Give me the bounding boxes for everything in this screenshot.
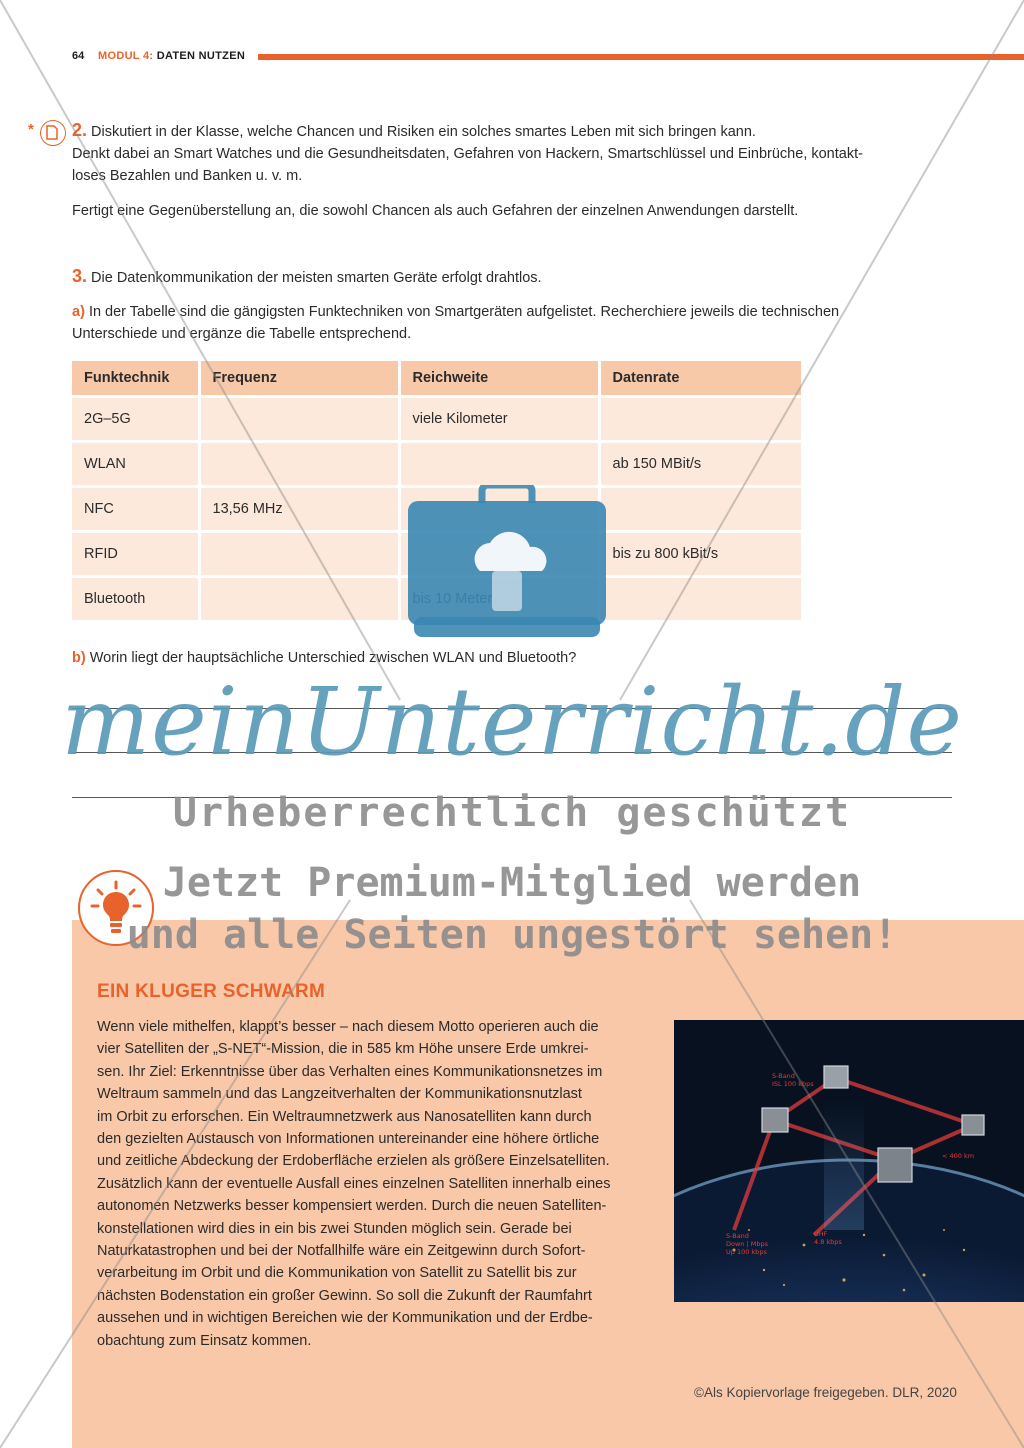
table-header-row (72, 361, 801, 397)
image-label: UHF (814, 1230, 828, 1238)
task3b-row (72, 647, 972, 669)
infobox-line: Naturkatastrophen und bei der Notfallhilfe wäre ein Zeitgewinn durch Sofort- (97, 1243, 586, 1260)
table-cell: Bluetooth (72, 577, 199, 621)
infobox-line: vier Satelliten der „S-NET“-Mission, die in 585 km Höhe unsere Erde umkrei- (97, 1041, 589, 1058)
col-header-reichweite: Reichweite (399, 361, 599, 397)
star-marker: * (28, 121, 34, 138)
table-cell[interactable] (199, 442, 399, 487)
table-cell: bis zu 800 kBit/s (599, 532, 801, 577)
watermark-logo: meinUnterricht.de (60, 668, 964, 777)
infobox-title: EIN KLUGER SCHWARM (97, 981, 326, 1002)
header-bar (258, 54, 1024, 60)
table-cell[interactable] (599, 577, 801, 621)
copyright: ©Als Kopiervorlage freigegeben. DLR, 2020 (694, 1385, 957, 1400)
watermark-line3: und alle Seiten ungestört sehen! (126, 912, 898, 958)
task3a-line1: In der Tabelle sind die gängigsten Funktechniken von Smartgeräten aufgelistet. Recherchiere jeweils die technischen (88, 304, 840, 320)
watermark-line1: Urheberrechtlich geschützt (172, 790, 852, 836)
image-label: ISL 100 kbps (772, 1080, 814, 1088)
table-cell[interactable] (599, 397, 801, 442)
infobox-line: konstellationen wird dies in ein bis zwei Stunden möglich sein. Gerade bei (97, 1220, 572, 1237)
infobox-line: Zusätzlich kann der eventuelle Ausfall eines einzelnen Satelliten innerhalb eines (97, 1175, 611, 1192)
infobox-line: Wenn viele mithelfen, klappt’s besser – nach diesem Motto operieren auch die (97, 1019, 599, 1035)
table-cell[interactable] (599, 487, 801, 532)
image-label: S-Band (772, 1072, 795, 1080)
infobox-line: den gezielten Austausch von Informationen untereinander eine höhere örtliche (97, 1131, 600, 1148)
table-cell[interactable] (199, 397, 399, 442)
briefcase-icon (408, 485, 606, 648)
image-label: < 400 km (942, 1152, 975, 1160)
task3a-label: a) (72, 304, 85, 320)
infobox-line: Weltraum sammeln und das Langzeitverhalten der Kommunikationsnutzlast (97, 1086, 582, 1103)
task2-para2: Fertigt eine Gegenüberstellung an, die sowohl Chancen als auch Gefahren der einzelnen Anwendungen darstellt. (72, 203, 799, 219)
infobox-line: nächsten Bodenstation ein großer Gewinn. So soll die Zukunft der Raumfahrt (97, 1287, 592, 1304)
satellite-network-image (674, 1020, 1024, 1302)
task3b-label: b) (72, 650, 86, 666)
table-row (72, 442, 801, 487)
task2-line2: Denkt dabei an Smart Watches und die Gesundheitsdaten, Gefahren von Hackern, Smartschlüssel und Einbrüche, kontakt- (72, 146, 863, 162)
table-row (72, 397, 801, 442)
table-cell[interactable] (199, 577, 399, 621)
infobox-line: sen. Ihr Ziel: Erkenntnisse über das Verhalten eines Kommunikationsnetzes im (97, 1063, 603, 1080)
table-cell[interactable] (199, 532, 399, 577)
watermark-line2: Jetzt Premium-Mitglied werden (162, 860, 862, 906)
task2-block (72, 119, 972, 187)
task3-intro: Die Datenkommunikation der meisten smarten Geräte erfolgt drahtlos. (91, 270, 542, 286)
infobox-line: autonomen Netzwerks besser kompensiert werden. Durch die neuen Satelliten- (97, 1198, 607, 1215)
module-prefix: MODUL 4: (98, 50, 154, 62)
infobox-line: und zeitliche Abdeckung der Erdoberfläche erzielen als größere Einzelsatelliten. (97, 1153, 610, 1170)
col-header-datenrate: Datenrate (599, 361, 801, 397)
page-number: 64 (72, 50, 85, 62)
task2-number: 2. (72, 120, 88, 140)
task3-intro-row (72, 265, 972, 289)
col-header-frequenz: Frequenz (199, 361, 399, 397)
task3-number: 3. (72, 266, 88, 286)
module-title: DATEN NUTZEN (156, 50, 246, 62)
task2-line3: loses Bezahlen und Banken u. v. m. (72, 168, 303, 184)
image-label: Down | Mbps (726, 1240, 768, 1248)
infobox-line: verarbeitung im Orbit und die Kommunikation von Satellit zu Satellit bis zur (97, 1265, 577, 1282)
table-cell: NFC (72, 487, 199, 532)
table-cell: WLAN (72, 442, 199, 487)
table-cell: 13,56 MHz (199, 487, 399, 532)
infobox-line: aussehen und in wichtigen Bereichen wie der Kommunikation und der Erdbe- (97, 1310, 593, 1327)
table-cell: ab 150 MBit/s (599, 442, 801, 487)
module-heading (98, 50, 245, 62)
col-header-funktechnik: Funktechnik (72, 361, 199, 397)
task3a-line2: Unterschiede und ergänze die Tabelle entsprechend. (72, 326, 412, 342)
table-cell: RFID (72, 532, 199, 577)
task3a-block (72, 301, 972, 345)
image-label: S-Band (726, 1232, 749, 1240)
task3b-text: Worin liegt der hauptsächliche Unterschied zwischen WLAN und Bluetooth? (89, 650, 577, 666)
table-cell: viele Kilometer (399, 397, 599, 442)
task2-line1: Diskutiert in der Klasse, welche Chancen und Risiken ein solches smartes Leben mit sich bringen kann. (91, 124, 756, 140)
table-cell: 2G–5G (72, 397, 199, 442)
table-cell[interactable] (399, 442, 599, 487)
image-label: Up 100 kbps (726, 1248, 767, 1256)
document-icon (40, 120, 66, 146)
infobox-line: obachtung zum Einsatz kommen. (97, 1332, 312, 1349)
infobox-text (97, 1016, 657, 1352)
infobox-line: im Orbit zu erforschen. Ein Weltraumnetzwerk aus Nanosatelliten kann durch (97, 1108, 592, 1125)
image-label: 4.8 kbps (814, 1238, 842, 1246)
